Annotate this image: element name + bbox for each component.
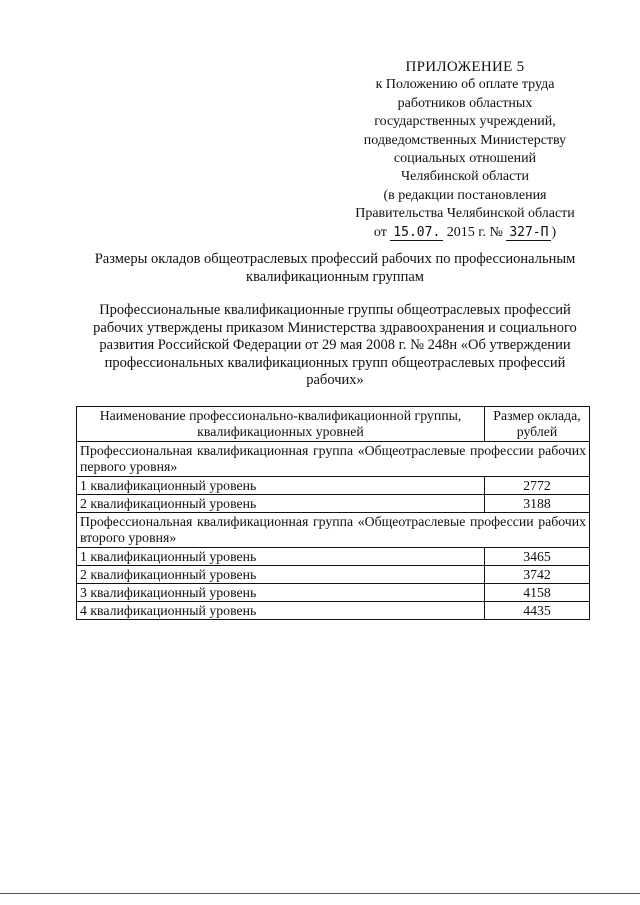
group-row: [77, 442, 590, 477]
level-salary: 3465: [485, 548, 590, 566]
table-row: [77, 584, 590, 602]
group-title: Профессиональная квалификационная группа «Общеотраслевые профессии рабочих второго уровня»: [77, 513, 590, 548]
header-salary: Размер оклада, рублей: [485, 407, 590, 442]
sizes-title-line: квалификационным группам: [246, 269, 424, 285]
salary-table: [76, 406, 590, 620]
groups-note-line: Профессиональные квалификационные группы общеотраслевых профессий: [99, 302, 571, 318]
handwritten-number: 327-П: [506, 225, 551, 241]
appendix-header: [340, 58, 590, 242]
appendix-line: социальных отношений: [393, 151, 537, 167]
date-prefix: от: [373, 224, 387, 240]
level-name: 1 квалификационный уровень: [77, 477, 485, 495]
groups-note: [70, 302, 600, 390]
level-name: 2 квалификационный уровень: [77, 495, 485, 513]
date-suffix: 2015 г. №: [446, 224, 503, 240]
level-salary: 3188: [485, 495, 590, 513]
appendix-line: Правительства Челябинской области: [355, 206, 575, 222]
scan-edge-divider: [0, 893, 640, 894]
appendix-line: государственных учреждений,: [374, 114, 556, 130]
group-row: [77, 513, 590, 548]
table-row: [77, 602, 590, 620]
level-name: 3 квалификационный уровень: [77, 584, 485, 602]
sizes-title-line: Размеры окладов общеотраслевых профессий рабочих по профессиональным: [94, 251, 576, 267]
level-salary: 3742: [485, 566, 590, 584]
groups-note-line: рабочих»: [306, 372, 364, 389]
level-salary: 4435: [485, 602, 590, 620]
table-row: [77, 548, 590, 566]
appendix-line: подведомственных Министерству: [363, 132, 567, 148]
resolution-date-line: [340, 224, 590, 242]
appendix-line: (в редакции постановления: [383, 187, 547, 203]
groups-note-line: развития Российской Федерации от 29 мая 2008 г. № 248н «Об утверждении: [99, 337, 571, 354]
appendix-line: Челябинской области: [401, 169, 529, 185]
level-name: 1 квалификационный уровень: [77, 548, 485, 566]
groups-note-line: профессиональных квалификационных групп общеотраслевых профессий: [104, 354, 566, 371]
header-group-name: Наименование профессионально-квалификационной группы, квалификационных уровней: [77, 407, 485, 442]
table-row: [77, 477, 590, 495]
appendix-line: работников областных: [397, 95, 533, 111]
level-salary: 2772: [485, 477, 590, 495]
handwritten-date: 15.07.: [390, 225, 443, 241]
groups-note-line: рабочих утверждены приказом Министерства здравоохранения и социального: [93, 319, 577, 336]
table-row: [77, 495, 590, 513]
appendix-title: ПРИЛОЖЕНИЕ 5: [405, 59, 525, 75]
table-row: [77, 566, 590, 584]
appendix-line: к Положению об оплате труда: [375, 77, 555, 93]
closing-paren: ): [551, 224, 557, 240]
table-header-row: [77, 407, 590, 442]
sizes-title: [70, 250, 600, 286]
level-name: 4 квалификационный уровень: [77, 602, 485, 620]
level-salary: 4158: [485, 584, 590, 602]
level-name: 2 квалификационный уровень: [77, 566, 485, 584]
group-title: Профессиональная квалификационная группа «Общеотраслевые профессии рабочих первого уровня»: [77, 442, 590, 477]
